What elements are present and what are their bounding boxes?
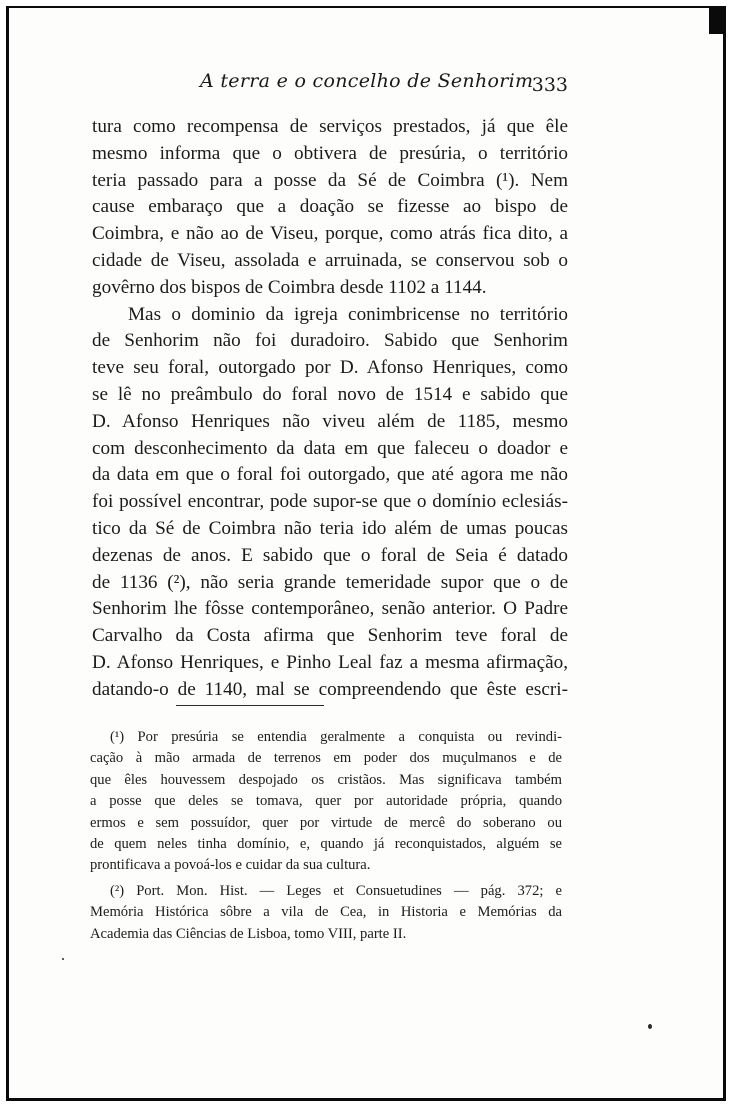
running-title: A terra e o concelho de Senhorim — [200, 70, 534, 92]
text-line: cidade de Viseu, assolada e arruinada, se conservou sob o — [92, 249, 568, 271]
page-number: 333 — [531, 74, 568, 96]
text-line: datando-o de 1140, mal se compreendendo que êste escri- — [92, 678, 568, 700]
page-corner-mark — [709, 8, 723, 34]
text-line: dezenas de anos. E sabido que o foral de Seia é datado — [92, 544, 568, 566]
text-line: Mas o dominio da igreja conimbricense no território — [128, 303, 568, 325]
text-line: se lê no preâmbulo do foral novo de 1514 e sabido que — [92, 383, 568, 405]
footnote-line: (²) Port. Mon. Hist. — Leges et Consuetudines — pág. 372; e — [110, 882, 562, 899]
text-line: teria passado para a posse da Sé de Coimbra (¹). Nem — [92, 169, 568, 191]
footnote-line: que êles houvessem despojado os cristãos. Mas significava também — [90, 771, 562, 788]
text-line: teve seu foral, outorgado por D. Afonso Henriques, como — [92, 357, 568, 379]
text-line: tico da Sé de Coimbra não teria ido além de umas poucas — [92, 517, 568, 539]
footnote-line: a posse que deles se tomava, quer por autoridade própria, quando — [90, 793, 562, 810]
text-line: D. Afonso Henriques, e Pinho Leal faz a mesma afirmação, — [92, 651, 568, 673]
footnote-line: cação à mão armada de terrenos em poder dos muçulmanos e de — [90, 750, 562, 767]
text-line: mesmo informa que o obtivera de presúria, o território — [92, 142, 568, 164]
text-line: de 1136 (²), não seria grande temeridade supor que o de — [92, 571, 568, 593]
text-line: Coimbra, e não ao de Viseu, porque, como atrás fica dito, a — [92, 223, 568, 245]
footnote-line: prontificava a povoá-los e cuidar da sua cultura. — [90, 857, 371, 874]
text-line: foi possível encontrar, pode supor-se que o domínio eclesiás- — [92, 491, 568, 513]
ink-speck — [62, 958, 64, 960]
text-line: Carvalho da Costa afirma que Senhorim teve foral de — [92, 625, 568, 647]
footnote-line: Memória Histórica sôbre a vila de Cea, in Historia e Memórias da — [90, 904, 562, 921]
text-line: de Senhorim não foi duradoiro. Sabido que Senhorim — [92, 330, 568, 352]
text-line: com desconhecimento da data em que faleceu o doador e — [92, 437, 568, 459]
footnote-divider — [176, 705, 324, 706]
footnote-1 — [90, 727, 562, 877]
ink-speck — [648, 1024, 652, 1029]
text-line: cause embaraço que a doação se fizesse ao bispo de — [92, 196, 568, 218]
footnote-2 — [90, 881, 562, 945]
text-line: govêrno dos bispos de Coimbra desde 1102 a 1144. — [92, 276, 487, 298]
footnotes — [90, 727, 562, 945]
text-line: tura como recompensa de serviços prestados, já que êle — [92, 116, 568, 137]
footnote-line: Academia das Ciências de Lisboa, tomo VIII, parte II. — [90, 925, 407, 942]
footnote-line: (¹) Por presúria se entendia geralmente a conquista ou revindi- — [110, 729, 562, 745]
text-line: Senhorim lhe fôsse contemporâneo, senão anterior. O Padre — [92, 598, 568, 620]
text-line: da data em que o foral foi outorgado, que até agora me não — [92, 464, 568, 486]
footnote-line: de quem neles tinha domínio, e, quando já reconquistados, alguém se — [90, 836, 562, 853]
footnote-line: ermos e sem possuídor, quer por virtude de mercê do soberano ou — [90, 814, 562, 831]
page-header — [94, 70, 570, 100]
main-text — [92, 114, 568, 704]
text-line: D. Afonso Henriques não viveu além de 1185, mesmo — [92, 410, 568, 432]
